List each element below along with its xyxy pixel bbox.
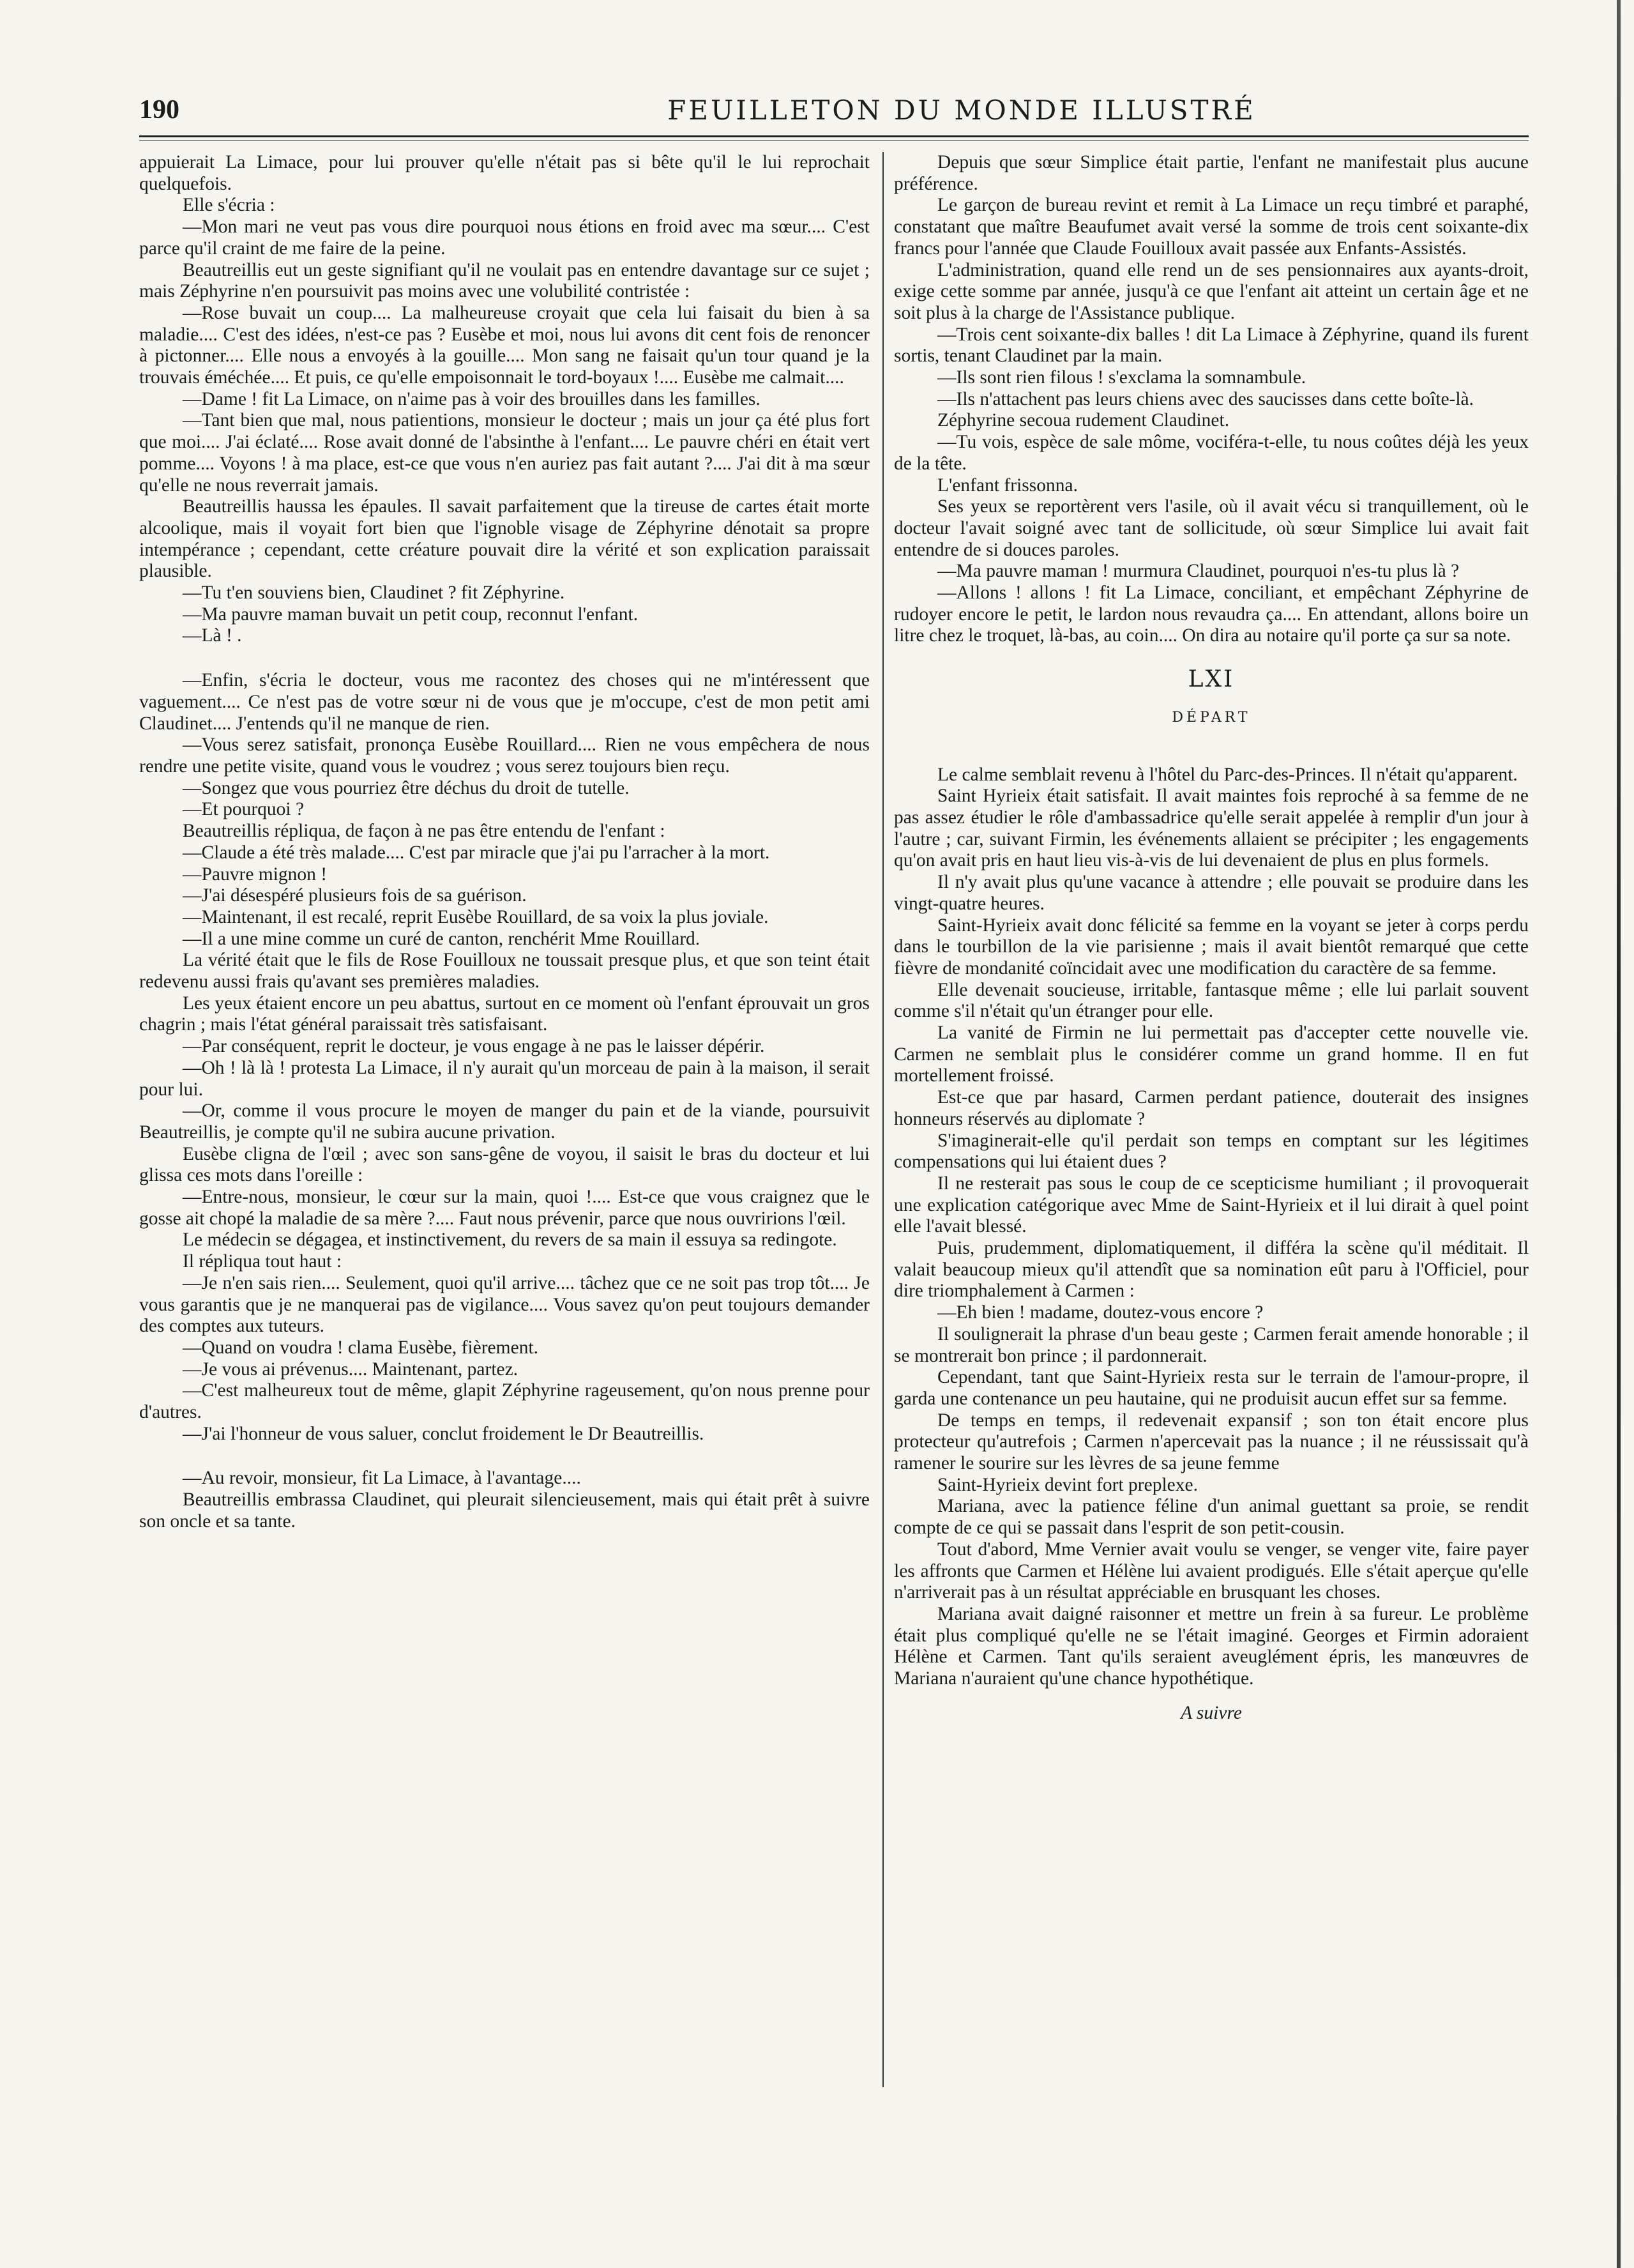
running-title: FEUILLETON DU MONDE ILLUSTRÉ: [667, 95, 1256, 126]
paragraph: Elle s'écria :: [183, 195, 275, 216]
paragraph: Saint-Hyrieix devint fort preplexe.: [937, 1474, 1198, 1495]
paragraph: Beautreillis répliqua, de façon à ne pas être entendu de l'enfant :: [183, 821, 665, 842]
paragraph: Il répliqua tout haut :: [183, 1251, 342, 1272]
paragraph: Mariana, avec la patience féline d'un animal guettant sa proie, se rendit compte de ce qui se passait dans l'esprit de son petit-cousin.: [894, 1496, 1529, 1539]
paragraph: Beautreillis embrassa Claudinet, qui pleurait silencieusement, mais qui était prêt à suivre son oncle et sa tante.: [139, 1489, 870, 1532]
paragraph: —Maintenant, il est recalé, reprit Eusèbe Rouillard, de sa voix la plus joviale.: [183, 906, 769, 927]
paragraph: Tout d'abord, Mme Vernier avait voulu se venger, se venger vite, faire payer les affronts que Carmen et Hélène lui avaient prodigués. Elle s'était aperçue qu'elle n'arriverait pas à un résultat appréciable en brusquant les choses.: [894, 1539, 1529, 1603]
paragraph: Eusèbe cligna de l'œil ; avec son sans-gêne de voyou, il saisit le bras du docteur et lui glissa ces mots dans l'oreille :: [139, 1143, 870, 1186]
paragraph: La vérité était que le fils de Rose Fouilloux ne toussait presque plus, et que son teint était redevenu aussi frais qu'avant ses premières maladies.: [139, 950, 870, 993]
paragraph: —Eh bien ! madame, doutez-vous encore ?: [937, 1302, 1264, 1323]
paragraph: L'administration, quand elle rend un de ses pensionnaires aux ayants-droit, exige cette somme par année, jusqu'à ce que l'enfant ait atteint un certain âge et ne soit plus à la charge de l'Assistance publique.: [894, 259, 1529, 323]
paragraph: —Dame ! fit La Limace, on n'aime pas à voir des brouilles dans les familles.: [183, 388, 760, 409]
paragraph: —Enfin, s'écria le docteur, vous me racontez des choses qui ne m'intéressent que vaguement.... Ce n'est pas de votre sœur ni de vous que je m'occupe, c'est de mon petit ami Claudinet.... J'entends qu'il ne manque de rien.: [139, 670, 870, 734]
paragraph: Depuis que sœur Simplice était partie, l'enfant ne manifestait plus aucune préférence.: [894, 152, 1529, 194]
page-header: [139, 95, 1529, 134]
right-column: [894, 152, 1529, 1724]
paragraph: —Ils sont rien filous ! s'exclama la somnambule.: [937, 367, 1306, 388]
paragraph: Le médecin se dégagea, et instinctivement, du revers de sa main il essuya sa redingote.: [183, 1229, 837, 1251]
paragraph: —Et pourquoi ?: [183, 799, 305, 820]
paragraph: Ses yeux se reportèrent vers l'asile, où il avait vécu si tranquillement, où le docteur l'avait soigné avec tant de sollicitude, où sœur Simplice lui avait fait entendre de si douces paroles.: [894, 496, 1529, 560]
paragraph: —Oh ! là là ! protesta La Limace, il n'y aurait qu'un morceau de pain à la maison, il serait pour lui.: [139, 1057, 870, 1100]
chapter-title: DÉPART: [1172, 709, 1251, 726]
paragraph: —Par conséquent, reprit le docteur, je vous engage à ne pas le laisser dépérir.: [183, 1036, 765, 1057]
paragraph: —Il a une mine comme un curé de canton, renchérit Mme Rouillard.: [183, 928, 700, 949]
paragraph: Est-ce que par hasard, Carmen perdant patience, douterait des insignes honneurs réservés au diplomate ?: [894, 1087, 1529, 1129]
paragraph: —Or, comme il vous procure le moyen de manger du pain et de la viande, poursuivit Beautreillis, je compte qu'il ne subira aucune privation.: [139, 1100, 870, 1143]
paragraph: S'imaginerait-elle qu'il perdait son temps en comptant sur les légitimes compensations qui lui étaient dues ?: [894, 1130, 1529, 1173]
paragraph: appuierait La Limace, pour lui prouver qu'elle n'était pas si bête qu'il le lui reprochait quelquefois.: [139, 152, 870, 194]
paragraph: —Claude a été très malade.... C'est par miracle que j'ai pu l'arracher à la mort.: [183, 842, 770, 863]
paragraph: Beautreillis eut un geste signifiant qu'il ne voulait pas en entendre davantage sur ce sujet ; mais Zéphyrine n'en poursuivit pas moins avec une volubilité contristée :: [139, 259, 870, 302]
paragraph: —Rose buvait un coup.... La malheureuse croyait que cela lui faisait du bien à sa maladie.... C'est des idées, n'est-ce pas ? Eusèbe et moi, nous lui avons dit cent fois de renoncer à pictonner.... Elle nous a envoyés à la gouille.... Mon sang ne faisait qu'un tour quand je la trouvais éméchée.... Et puis, ce qu'elle empoisonnait le tord-boyaux !.... Eusèbe me calmait....: [139, 302, 870, 388]
to-be-continued: A suivre: [1181, 1702, 1242, 1723]
paragraph: —Songez que vous pourriez être déchus du droit de tutelle.: [183, 777, 630, 798]
paragraph: —Allons ! allons ! fit La Limace, conciliant, et empêchant Zéphyrine de rudoyer encore le petit, le lardon nous revaudra ça.... En attendant, allons boire un litre chez le troquet, là-bas, au coin.... On dira au notaire qu'il porte ça sur sa note.: [894, 582, 1529, 646]
paragraph: Le garçon de bureau revint et remit à La Limace un reçu timbré et paraphé, constatant que maître Beaufumet avait versé la somme de trois cent soixante-dix francs pour l'année que Claude Fouilloux avait passée aux Enfants-Assistés.: [894, 195, 1529, 259]
paragraph: —Je vous ai prévenus.... Maintenant, partez.: [183, 1359, 518, 1380]
paragraph: —Tu t'en souviens bien, Claudinet ? fit Zéphyrine.: [183, 582, 565, 604]
column-divider: [882, 152, 884, 2087]
paragraph: Saint-Hyrieix avait donc félicité sa femme en la voyant se jeter à corps perdu dans le tourbillon de la vie parisienne ; mais il avait bientôt remarqué que cette fièvre de mondanité coïncidait avec une modification du caractère de sa femme.: [894, 915, 1529, 978]
paragraph: —C'est malheureux tout de même, glapit Zéphyrine rageusement, qu'on nous prenne pour d'autres.: [139, 1380, 870, 1423]
paragraph: —Ils n'attachent pas leurs chiens avec des saucisses dans cette boîte-là.: [937, 388, 1474, 409]
paragraph: —Mon mari ne veut pas vous dire pourquoi nous étions en froid avec ma sœur.... C'est parce qu'il craint de me faire de la peine.: [139, 217, 870, 259]
paragraph: —Au revoir, monsieur, fit La Limace, à l'avantage....: [183, 1468, 581, 1489]
paragraph: Saint Hyrieix était satisfait. Il avait maintes fois reproché à sa femme de ne pas assez étudier le rôle d'ambassadrice qu'elle serait appelée à remplir d'un jour à l'autre ; car, suivant Firmin, les événements allaient se précipiter ; les engagements qu'on avait pris en haut lieu vis-à-vis de lui devenaient de plus en plus formels.: [894, 786, 1529, 871]
paragraph: —Entre-nous, monsieur, le cœur sur la main, quoi !.... Est-ce que vous craignez que le gosse ait chopé la maladie de sa mère ?.... Faut nous prévenir, parce que nous ouvririons l'œil.: [139, 1187, 870, 1229]
page-number: 190: [139, 95, 179, 125]
paragraph: La vanité de Firmin ne lui permettait pas d'accepter cette nouvelle vie. Carmen ne semblait plus le considérer comme un grand homme. Il en fut mortellement froissé.: [894, 1023, 1529, 1086]
paragraph: —Ma pauvre maman buvait un petit coup, reconnut l'enfant.: [183, 604, 639, 625]
paragraph: De temps en temps, il redevenait expansif ; son ton était encore plus protecteur qu'autrefois ; Carmen n'apercevait pas la nuance ; il ne réussissait qu'à ramener le sourire sur les lèvres de sa jeune femme: [894, 1410, 1529, 1474]
paragraph: Beautreillis haussa les épaules. Il savait parfaitement que la tireuse de cartes était morte alcoolique, mais il voyait fort bien que l'ignoble visage de Zéphyrine dénotait sa propre intempérance ; cependant, cette créature pouvait dire la vérité et son explication paraissait plausible.: [139, 496, 870, 582]
paragraph: —J'ai désespéré plusieurs fois de sa guérison.: [183, 885, 527, 906]
paragraph: L'enfant frissonna.: [937, 475, 1078, 496]
paragraph: —Je n'en sais rien.... Seulement, quoi qu'il arrive.... tâchez que ce ne soit pas trop tôt.... Je vous garantis que je ne manquerai pas de vigilance.... Vous savez qu'on peut toujours demander des comptes aux tuteurs.: [139, 1272, 870, 1337]
paragraph: —Vous serez satisfait, prononça Eusèbe Rouillard.... Rien ne vous empêchera de nous rendre une petite visite, quand vous le voudrez ; vous serez toujours bien reçu.: [139, 734, 870, 777]
paragraph: Mariana avait daigné raisonner et mettre un frein à sa fureur. Le problème était plus compliqué qu'elle ne se l'était imaginé. Georges et Firmin adoraient Hélène et Carmen. Tant qu'ils seraient aveuglément épris, les manœuvres de Mariana n'auraient qu'une chance hypothétique.: [894, 1604, 1529, 1689]
chapter-number: LXI: [1188, 666, 1235, 693]
page-edge-shadow: [1617, 0, 1621, 2268]
paragraph: Les yeux étaient encore un peu abattus, surtout en ce moment où l'enfant éprouvait un gros chagrin ; mais l'état général paraissait très satisfaisant.: [139, 993, 870, 1035]
paragraph: Il soulignerait la phrase d'un beau geste ; Carmen ferait amende honorable ; il se montrerait bon prince ; il pardonnerait.: [894, 1323, 1529, 1366]
paragraph: Puis, prudemment, diplomatiquement, il différa la scène qu'il méditait. Il valait beaucoup mieux qu'il attendît que sa nomination eût paru à l'Officiel, pour dire triomphalement à Carmen :: [894, 1238, 1529, 1302]
paragraph: Il n'y avait plus qu'une vacance à attendre ; elle pouvait se produire dans les vingt-quatre heures.: [894, 872, 1529, 914]
left-column: [139, 152, 870, 1533]
paragraph: —Là ! .: [183, 625, 242, 646]
paragraph: Zéphyrine secoua rudement Claudinet.: [937, 410, 1230, 431]
paragraph: Cependant, tant que Saint-Hyrieix resta sur le terrain de l'amour-propre, il garda une contenance un peu hautaine, qui ne produisit aucun effet sur sa femme.: [894, 1367, 1529, 1409]
paragraph: —Tu vois, espèce de sale môme, vociféra-t-elle, tu nous coûtes déjà les yeux de la tête.: [894, 432, 1529, 474]
header-rule-thick: [139, 135, 1529, 137]
paragraph: —Trois cent soixante-dix balles ! dit La Limace à Zéphyrine, quand ils furent sortis, tenant Claudinet par la main.: [894, 324, 1529, 367]
paragraph: Le calme semblait revenu à l'hôtel du Parc-des-Princes. Il n'était qu'apparent.: [937, 764, 1518, 785]
paragraph: Elle devenait soucieuse, irritable, fantasque même ; elle lui parlait souvent comme s'il n'était qu'un étranger pour elle.: [894, 979, 1529, 1022]
paragraph: —Ma pauvre maman ! murmura Claudinet, pourquoi n'es-tu plus là ?: [937, 561, 1460, 582]
paragraph: —Tant bien que mal, nous patientions, monsieur le docteur ; mais un jour ça été plus fort que moi.... J'ai éclaté.... Rose avait donné de l'absinthe à l'enfant.... Le pauvre chéri en était vert pomme.... Voyons ! à ma place, est-ce que vous n'en auriez pas fait autant ?.... J'ai dit à ma sœur qu'elle ne nous reverrait jamais.: [139, 410, 870, 496]
paragraph: —J'ai l'honneur de vous saluer, conclut froidement le Dr Beautreillis.: [183, 1423, 704, 1444]
paragraph: Il ne resterait pas sous le coup de ce scepticisme humiliant ; il provoquerait une explication catégorique avec Mme de Saint-Hyrieix et il lui dirait à quel point elle l'avait blessé.: [894, 1173, 1529, 1237]
paragraph: —Pauvre mignon !: [183, 864, 328, 885]
paragraph: —Quand on voudra ! clama Eusèbe, fièrement.: [183, 1337, 539, 1358]
